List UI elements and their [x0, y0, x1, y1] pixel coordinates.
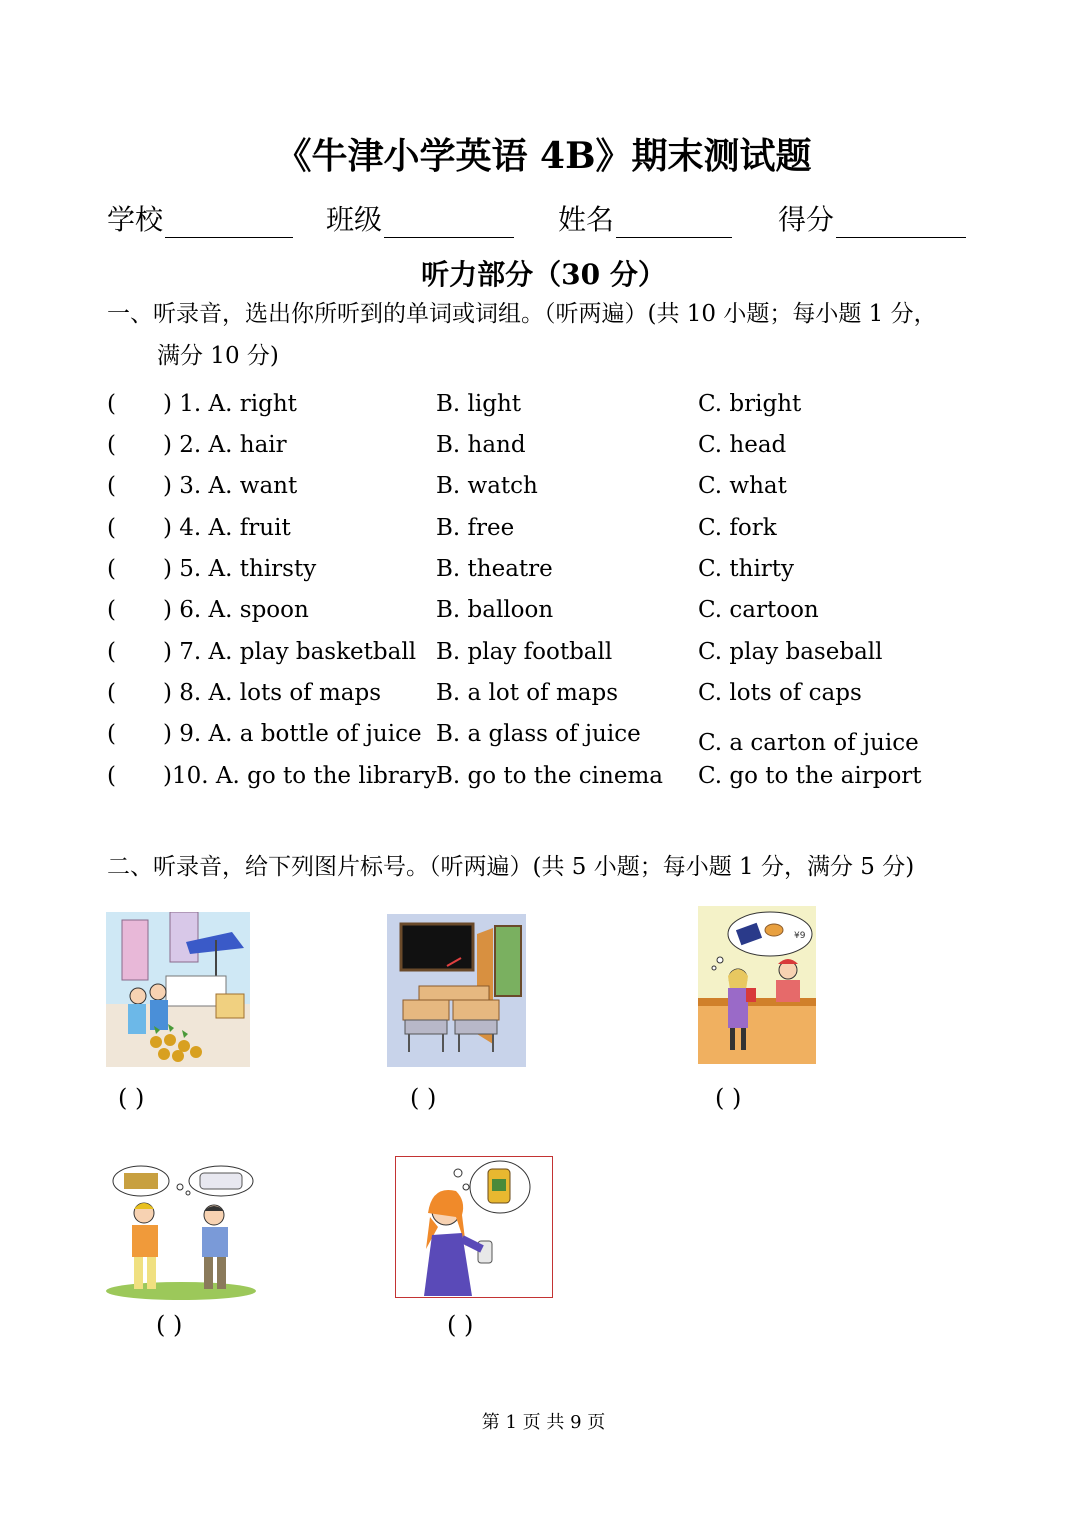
option-a: ) 4. A. fruit [163, 515, 291, 541]
option-a: ) 1. A. right [163, 391, 297, 417]
score-label: 得分 [778, 203, 835, 236]
option-b: B. a glass of juice [436, 721, 641, 747]
option-a: )10. A. go to the library [163, 763, 437, 789]
option-a: ) 2. A. hair [163, 432, 287, 458]
school-field [107, 198, 293, 238]
section-title: 听力部分（30 分） [421, 258, 666, 291]
option-a: ) 9. A. a bottle of juice [163, 721, 422, 747]
page-footer: 第 1 页 共 9 页 [481, 1412, 606, 1433]
picture4-answer-blank[interactable]: ( ) [156, 1311, 183, 1339]
option-c: C. fork [698, 515, 777, 541]
class-blank[interactable] [384, 209, 514, 238]
option-c: C. play baseball [698, 639, 883, 665]
question-row [107, 680, 987, 712]
question-row [107, 639, 987, 671]
option-a: ) 7. A. play basketball [163, 639, 417, 665]
option-b: B. hand [436, 432, 526, 458]
answer-paren[interactable]: ( [107, 597, 116, 623]
option-c: C. cartoon [698, 597, 819, 623]
question-row [107, 721, 987, 756]
answer-paren[interactable]: ( [107, 556, 116, 582]
fruit-market-picture [106, 912, 250, 1067]
name-field [558, 198, 732, 238]
option-a: ) 3. A. want [163, 473, 298, 499]
answer-paren[interactable]: ( [107, 473, 116, 499]
question-row [107, 473, 987, 505]
option-a: ) 8. A. lots of maps [163, 680, 382, 706]
classroom-picture [387, 914, 526, 1067]
answer-paren[interactable]: ( [107, 515, 116, 541]
option-b: B. go to the cinema [436, 763, 663, 789]
answer-paren[interactable]: ( [107, 763, 116, 789]
option-c: C. head [698, 432, 787, 458]
name-blank[interactable] [616, 209, 732, 238]
option-b: B. light [436, 391, 522, 417]
school-label: 学校 [107, 203, 164, 236]
option-b: B. watch [436, 473, 538, 499]
class-field [326, 198, 514, 238]
question-row [107, 391, 987, 423]
option-c: C. thirty [698, 556, 795, 582]
option-c: C. bright [698, 391, 802, 417]
score-field [778, 198, 966, 238]
question-row [107, 515, 987, 547]
question-row [107, 556, 987, 588]
option-b: B. a lot of maps [436, 680, 619, 706]
picture1-answer-blank[interactable]: ( ) [118, 1084, 145, 1112]
answer-paren[interactable]: ( [107, 721, 116, 747]
class-label: 班级 [326, 203, 383, 236]
option-a: ) 6. A. spoon [163, 597, 309, 623]
answer-paren[interactable]: ( [107, 391, 116, 417]
option-b: B. theatre [436, 556, 553, 582]
option-b: B. play football [436, 639, 613, 665]
price-tag: ¥9 [794, 931, 806, 941]
part1-instruction-line2: 满分 10 分) [157, 343, 279, 369]
answer-paren[interactable]: ( [107, 680, 116, 706]
question-row [107, 432, 987, 464]
answer-paren[interactable]: ( [107, 639, 116, 665]
two-boys-picture [106, 1163, 256, 1300]
picture5-answer-blank[interactable]: ( ) [447, 1311, 474, 1339]
school-blank[interactable] [165, 209, 293, 238]
option-b: B. free [436, 515, 515, 541]
option-b: B. balloon [436, 597, 554, 623]
page-title: 《牛津小学英语 4B》期末测试题 [275, 135, 812, 177]
option-c: C. what [698, 473, 787, 499]
question-row [107, 597, 987, 629]
part2-instruction: 二、听录音，给下列图片标号。（听两遍）(共 5 小题；每小题 1 分，满分 5 分) [107, 854, 915, 880]
name-label: 姓名 [558, 203, 615, 236]
picture3-answer-blank[interactable]: ( ) [715, 1084, 742, 1112]
girl-juice-picture [395, 1156, 553, 1298]
part1-instruction [107, 293, 987, 377]
score-blank[interactable] [836, 209, 966, 238]
option-c: C. lots of caps [698, 680, 862, 706]
shop-picture [698, 906, 816, 1064]
option-a: ) 5. A. thirsty [163, 556, 317, 582]
question-row [107, 763, 987, 795]
picture2-answer-blank[interactable]: ( ) [410, 1084, 437, 1112]
option-c: C. go to the airport [698, 763, 922, 789]
answer-paren[interactable]: ( [107, 432, 116, 458]
part1-instruction-line1: 一、听录音，选出你所听到的单词或词组。（听两遍）(共 10 小题；每小题 1 分， [107, 301, 937, 327]
option-c: C. a carton of juice [698, 730, 919, 756]
